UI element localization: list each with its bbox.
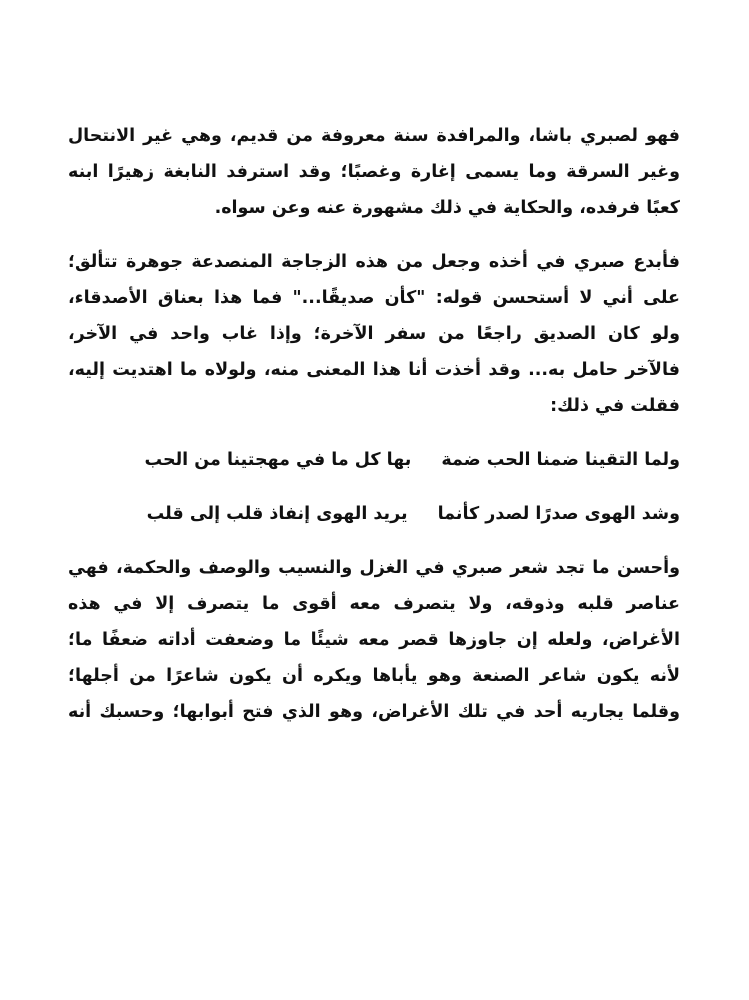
verse-first-hemistich: وشد الهوى صدرًا لصدر كأنما	[437, 504, 680, 524]
text-line: وغير السرقة وما يسمى إغارة وغصبًا؛ وقد استرفد النابغة زهيرًا ابنه	[68, 162, 680, 182]
text-line: لأنه يكون شاعر الصنعة وهو يأباها ويكره أن يكون شاعرًا من أجلها؛	[68, 666, 680, 686]
paragraph-2	[68, 244, 680, 424]
text-line: كعبًا فرفده، والحكاية في ذلك مشهورة عنه وعن سواه.	[214, 198, 680, 218]
text-line: عناصر قلبه وذوقه، ولا يتصرف معه أقوى ما يتصرف إلا في هذه	[68, 594, 680, 614]
paragraph-3	[68, 550, 680, 730]
paragraph-1	[68, 118, 680, 226]
poem-verse-1	[68, 442, 680, 478]
text-line: الأغراض، ولعله إن جاوزها قصر معه شيئًا ما وضعفت أداته ضعفًا ما؛	[68, 630, 680, 650]
text-line: فالآخر حامل به... وقد أخذت أنا هذا المعنى منه، ولولاه ما اهتديت إليه،	[68, 360, 680, 380]
document-page	[68, 118, 680, 748]
text-line: وقلما يجاريه أحد في تلك الأغراض، وهو الذي فتح أبوابها؛ وحسبك أنه	[68, 702, 680, 722]
text-line: على أني لا أستحسن قوله: "كأن صديقًا..." فما هذا بعناق الأصدقاء،	[68, 288, 680, 308]
verse-first-hemistich: ولما التقينا ضمنا الحب ضمة	[441, 450, 680, 470]
text-line: ولو كان الصديق راجعًا من سفر الآخرة؛ وإذا غاب واحد في الآخر،	[68, 324, 680, 344]
text-line: فهو لصبري باشا، والمرافدة سنة معروفة من قديم، وهي غير الانتحال	[68, 126, 680, 146]
text-line: فقلت في ذلك:	[550, 396, 680, 416]
text-line: فأبدع صبري في أخذه وجعل من هذه الزجاجة المنصدعة جوهرة تتألق؛	[68, 252, 680, 272]
verse-second-hemistich: يريد الهوى إنفاذ قلب إلى قلب	[146, 504, 408, 524]
verse-second-hemistich: بها كل ما في مهجتينا من الحب	[144, 450, 412, 470]
poem-verse-2	[68, 496, 680, 532]
text-line: وأحسن ما تجد شعر صبري في الغزل والنسيب والوصف والحكمة، فهي	[68, 558, 680, 578]
